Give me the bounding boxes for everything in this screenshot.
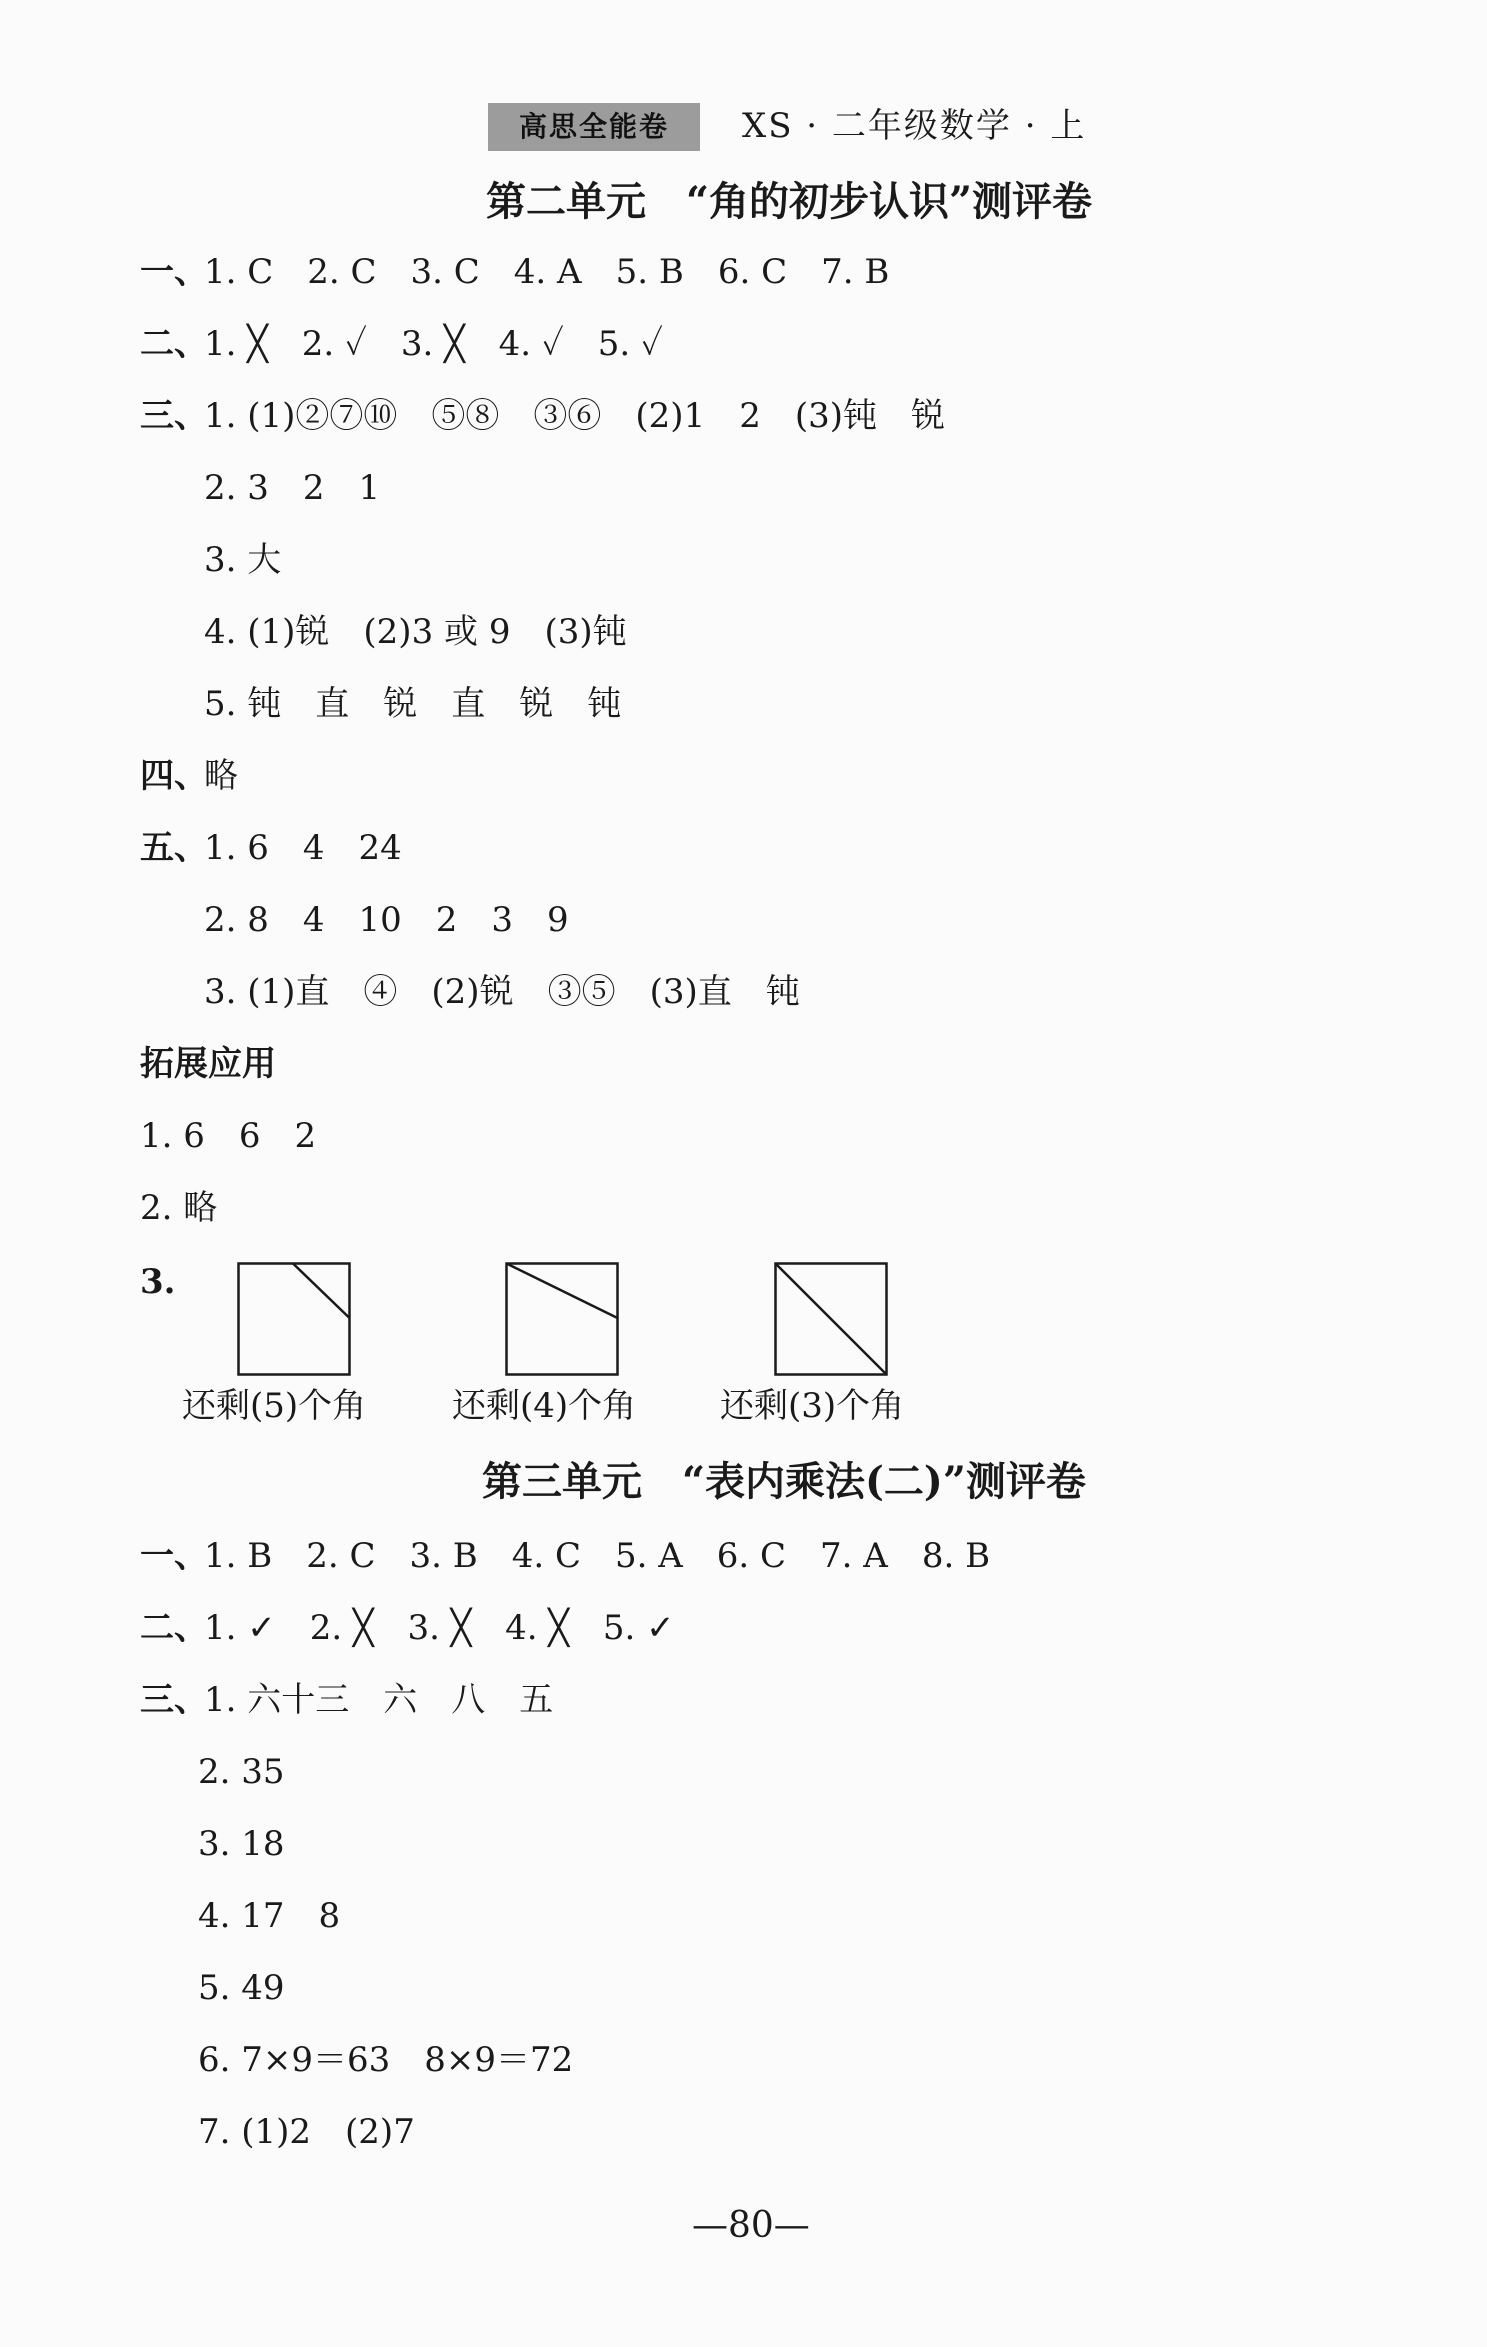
page-number: —80— [692, 2205, 810, 2246]
u2-section-3-q2: 2. 3 2 1 [204, 468, 381, 508]
u3-section-3-q4: 4. 17 8 [198, 1896, 341, 1936]
u2-section-5-no: 五、 [140, 828, 208, 868]
u2-section-5-q1: 1. 6 4 24 [204, 828, 402, 868]
u3-section-3-q5: 5. 49 [198, 1968, 285, 2008]
u2-section-3-q5: 5. 钝 直 锐 直 锐 钝 [204, 684, 622, 724]
u3-section-3-no: 三、 [140, 1680, 208, 1720]
series-badge: 高思全能卷 [488, 103, 700, 151]
u2-section-2-no: 二、 [140, 324, 208, 364]
u3-section-3-q6: 6. 7×9＝63 8×9＝72 [198, 2040, 574, 2080]
u3-section-2-no: 二、 [140, 1608, 208, 1648]
extension-item-3-label: 3. [140, 1262, 176, 1302]
u2-section-5-q3: 3. (1)直 ④ (2)锐 ③⑤ (3)直 钝 [204, 972, 800, 1012]
u2-section-3-no: 三、 [140, 396, 208, 436]
u2-section-3-q4: 4. (1)锐 (2)3 或 9 (3)钝 [204, 612, 627, 652]
extension-item-2: 2. 略 [140, 1188, 218, 1228]
u3-section-3-q7: 7. (1)2 (2)7 [198, 2112, 415, 2152]
u3-section-1-answers: 1. B 2. C 3. B 4. C 5. A 6. C 7. A 8. B [204, 1536, 991, 1576]
figure-caption-2: 还剩(4)个角 [452, 1386, 637, 1426]
unit3-title: 第三单元 “表内乘法(二)”测评卷 [482, 1458, 1086, 1505]
header-subtitle: XS · 二年级数学 · 上 [742, 106, 1087, 146]
u3-section-3-q3: 3. 18 [198, 1824, 285, 1864]
u2-section-1-no: 一、 [140, 252, 208, 292]
u2-section-3-q3: 3. 大 [204, 540, 282, 580]
extension-item-1: 1. 6 6 2 [140, 1116, 317, 1156]
figure-caption-3: 还剩(3)个角 [720, 1386, 905, 1426]
u2-section-5-q2: 2. 8 4 10 2 3 9 [204, 900, 569, 940]
u2-section-1-answers: 1. C 2. C 3. C 4. A 5. B 6. C 7. B [204, 252, 890, 292]
unit2-title: 第二单元 “角的初步认识”测评卷 [486, 178, 1093, 225]
u3-section-1-no: 一、 [140, 1536, 208, 1576]
u3-section-2-answers: 1. ✓ 2. ╳ 3. ╳ 4. ╳ 5. ✓ [204, 1608, 675, 1648]
square-figure-3 [774, 1262, 888, 1376]
u2-section-4-no: 四、 [140, 756, 208, 796]
u2-section-2-answers: 1. ╳ 2. ✓ 3. ╳ 4. ✓ 5. ✓ [204, 324, 663, 364]
u3-section-3-q1: 1. 六十三 六 八 五 [204, 1680, 554, 1720]
u3-section-3-q2: 2. 35 [198, 1752, 285, 1792]
u2-section-4-answer: 略 [204, 756, 238, 796]
u2-section-3-q1: 1. (1)②⑦⑩ ⑤⑧ ③⑥ (2)1 2 (3)钝 锐 [204, 396, 945, 436]
extension-heading: 拓展应用 [140, 1044, 276, 1084]
figure-caption-1: 还剩(5)个角 [182, 1386, 367, 1426]
square-figure-2 [505, 1262, 619, 1376]
square-figure-1 [237, 1262, 351, 1376]
